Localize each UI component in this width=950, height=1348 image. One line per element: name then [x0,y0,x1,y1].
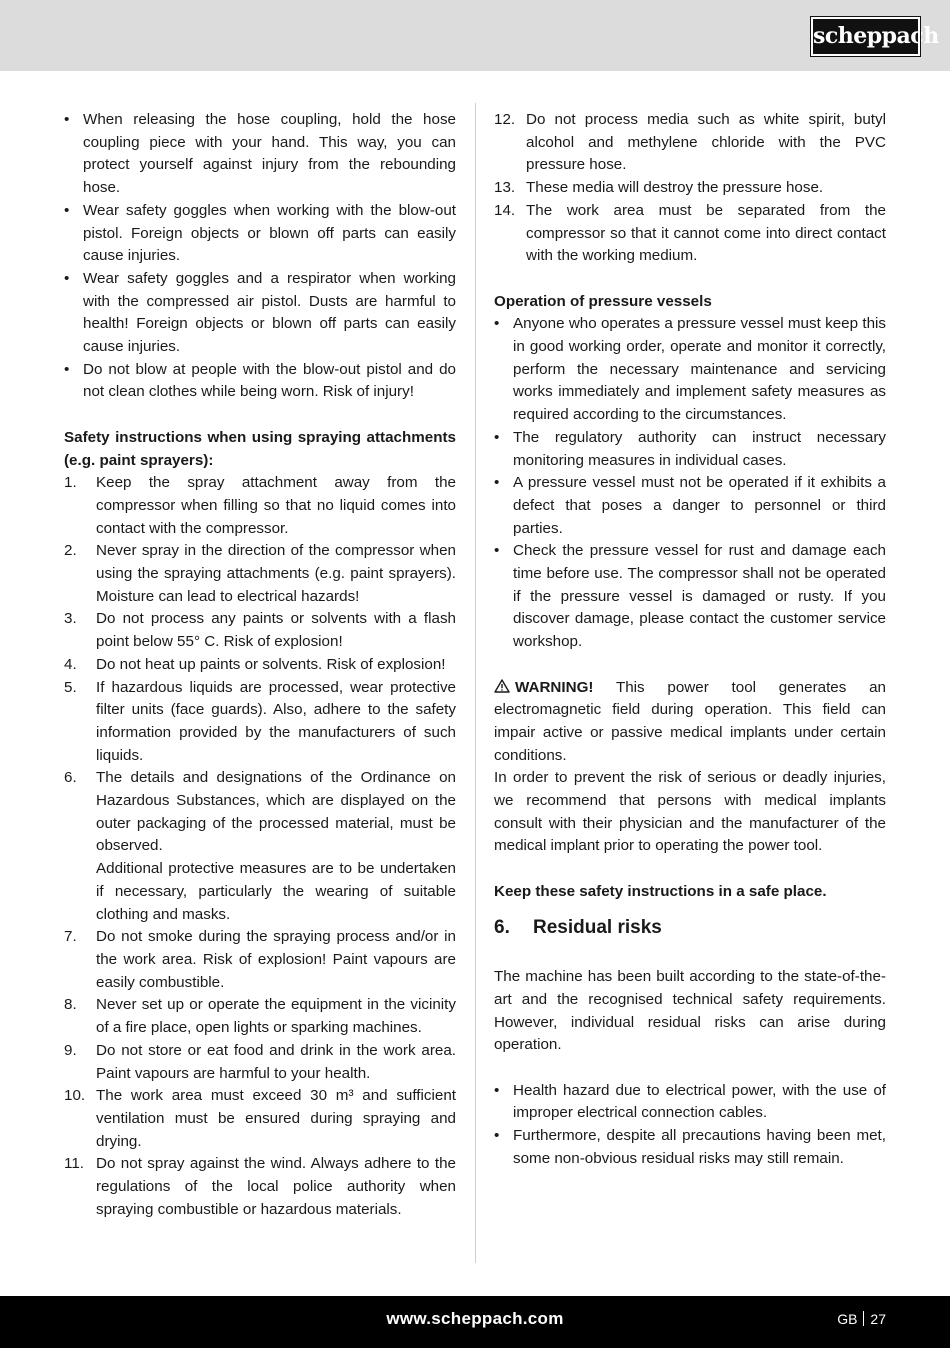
list-item-text: Check the pressure vessel for rust and damage each time before use. The compressor shall not be operated if the pressure vessel is damaged or rusty. If you discover damage, please contact the customer service workshop. [513,542,886,651]
list-item [64,1153,456,1221]
list-item-text: Do not store or eat food and drink in the work area. Paint vapours are harmful to your health. [96,1041,456,1082]
item-number: 13. [494,179,516,197]
list-item [64,1040,456,1085]
vessel-heading: Operation of pressure vessels [494,292,712,310]
bullet: • [64,360,70,378]
left-column [64,109,456,1221]
list-item [64,926,456,994]
warning-label: WARNING! [515,678,594,696]
list-item-text: Never set up or operate the equipment in the vicinity of a fire place, open lights or sparking machines. [96,996,456,1037]
list-item [64,540,456,608]
residual-intro: The machine has been built according to the state-of-the-art and the recognised technical safety requirements. However, individual residual risks can arise during operation. [494,968,886,1054]
list-item-text: Do not heat up paints or solvents. Risk of explosion! [96,655,446,673]
list-item-text: A pressure vessel must not be operated if it exhibits a defect that poses a danger to personnel or third parties. [513,474,886,537]
right-column [494,109,886,1171]
section-heading [494,912,886,944]
bullet: • [494,315,500,333]
item-number: 12. [494,111,516,128]
list-item-text: The work area must exceed 30 m³ and sufficient ventilation must be ensured during spraying and drying. [96,1087,456,1150]
language-code: GB [837,1311,858,1327]
list-item [64,200,456,268]
list-item-text: These media will destroy the pressure hose. [526,179,824,197]
list-item-text: Do not process media such as white spirit, butyl alcohol and methylene chloride with the PVC pressure hose. [526,111,886,174]
list-item-text: Wear safety goggles and a respirator when working with the compressed air pistol. Dusts are harmful to health! Foreign objects or blown off parts can easily cause injuries. [83,269,456,356]
list-item-text: Health hazard due to electrical power, with the use of improper electrical connection cables. [513,1081,886,1122]
bullet: • [494,1081,500,1099]
list-item [494,1080,886,1125]
list-item-extra-text: Additional protective measures are to be undertaken if necessary, particularly the wearing of suitable clothing and masks. [96,860,456,923]
item-number: 9. [64,1041,77,1059]
list-item [494,427,886,472]
item-number: 11. [64,1155,84,1173]
page-number: 27 [870,1311,886,1327]
bullet: • [494,1127,500,1145]
list-item [494,472,886,540]
item-number: 2. [64,542,77,560]
page-info [837,1296,886,1342]
list-item [494,109,886,177]
list-item [494,1125,886,1170]
list-item-text: Anyone who operates a pressure vessel must keep this in good working order, operate and monitor it correctly, perform the necessary maintenance and servicing works immediately and implement safety measures as required according to the circumstances. [513,315,886,424]
list-item-text: Wear safety goggles when working with the blow-out pistol. Foreign objects or blown off parts can easily cause injuries. [83,201,456,265]
warning-paragraph [494,677,886,768]
spray-instructions-list-continued [494,109,886,268]
list-item [64,472,456,540]
list-item-text: When releasing the hose coupling, hold the hose coupling piece with your hand. This way, you can protect yourself against injury from the rebounding hose. [83,111,456,197]
item-number: 14. [494,201,516,219]
list-item [494,200,886,268]
warning-text: This power tool generates an electromagnetic field during operation. This field can impair active or passive medical implants under certain conditions. [494,678,886,764]
page-header [0,0,950,71]
list-item [494,540,886,654]
bullet: • [494,428,500,446]
warning-paragraph-2: In order to prevent the risk of serious or deadly injuries, we recommend that persons with medical implants consult with their physician and the manufacturer of the medical implant prior to operating the power tool. [494,769,886,855]
list-item [64,994,456,1039]
separator [863,1311,864,1326]
page-footer [0,1296,950,1348]
spray-heading: Safety instructions when using spraying attachments (e.g. paint sprayers): [64,428,456,469]
list-item [64,677,456,768]
list-item [64,767,456,926]
list-item-text: The regulatory authority can instruct necessary monitoring measures in individual cases. [513,428,886,469]
hose-safety-list [64,109,456,404]
bullet: • [64,269,70,287]
list-item [64,109,456,200]
item-number: 6. [64,769,77,787]
list-item-text: Do not spray against the wind. Always adhere to the regulations of the local police authority when spraying combustible or hazardous materials. [96,1155,456,1218]
list-item-text: Do not process any paints or solvents with a flash point below 55° C. Risk of explosion! [96,610,456,651]
bullet: • [64,111,70,128]
list-item-text: Keep the spray attachment away from the compressor when filling so that no liquid comes into contact with the compressor. [96,474,456,537]
list-item-text: Do not smoke during the spraying process and/or in the work area. Risk of explosion! Paint vapours are easily combustible. [96,928,456,991]
spray-instructions-list [64,472,456,1221]
list-item [494,313,886,427]
item-number: 7. [64,928,77,946]
list-item [494,177,886,200]
list-item [64,359,456,404]
list-item-text: Furthermore, despite all precautions having been met, some non-obvious residual risks may still remain. [513,1127,886,1167]
residual-risks-list [494,1080,886,1171]
list-item-text: The details and designations of the Ordinance on Hazardous Substances, which are displayed on the outer packaging of the processed material, must be observed. [96,769,456,855]
section-title: Residual risks [533,916,662,938]
list-item-text: Do not blow at people with the blow-out pistol and do not clean clothes while being worn. Risk of injury! [83,360,456,401]
list-item [64,1085,456,1153]
list-item [64,608,456,653]
bullet: • [494,542,500,560]
bullet: • [494,474,500,492]
list-item-text: The work area must be separated from the compressor so that it cannot come into direct contact with the working medium. [526,201,886,265]
pressure-vessel-list [494,313,886,654]
item-number: 1. [64,474,77,492]
bullet: • [64,201,70,219]
website-link[interactable]: www.scheppach.com [386,1309,564,1328]
item-number: 3. [64,610,77,628]
column-divider [475,103,476,1263]
keep-instructions-note: Keep these safety instructions in a safe place. [494,882,827,900]
item-number: 10. [64,1087,86,1105]
list-item-text: Never spray in the direction of the compressor when using the spraying attachments (e.g. paint sprayers). Moisture can lead to electrical hazards! [96,542,456,605]
warning-triangle-icon [494,679,510,693]
item-number: 8. [64,996,77,1014]
item-number: 4. [64,655,77,673]
list-item-text: If hazardous liquids are processed, wear protective filter units (face guards). Also, adhere to the safety information provided by the manufacturers of such liquids. [96,678,456,764]
brand-logo: scheppach [811,17,920,56]
list-item [64,268,456,359]
section-number: 6. [494,916,510,938]
list-item [64,654,456,677]
item-number: 5. [64,678,77,696]
